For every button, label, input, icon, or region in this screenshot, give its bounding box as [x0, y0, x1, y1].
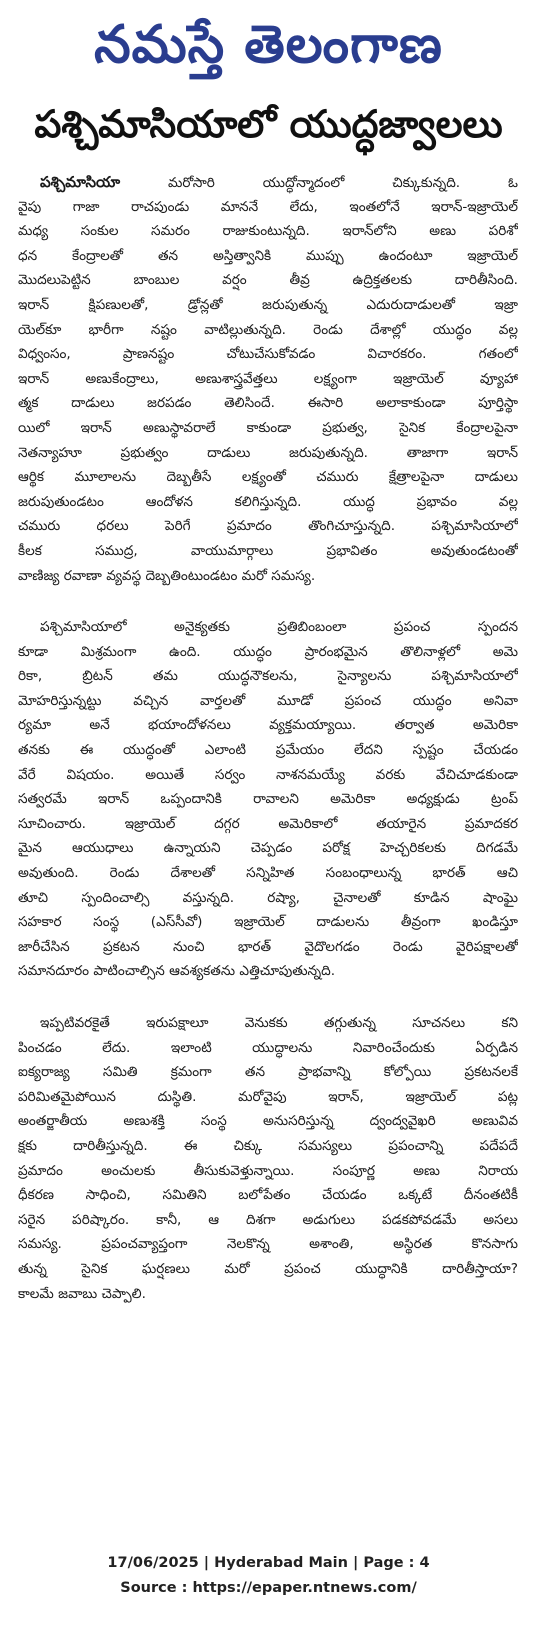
article-line: క్షకు దారితీస్తున్నది. ఈ చిక్కు సమస్యలు ప్రపంచాన్ని పదేపదే [18, 1137, 518, 1154]
article-line: ఇప్పటివరకైతే ఇరుపక్షాలూ వెనుకకు తగ్గుతున్న సూచనలు కని [40, 1015, 518, 1031]
newspaper-masthead [0, 0, 537, 90]
article-line: సహకార సంస్థ (ఎస్‌సీవో) ఇజ్రాయెల్‌ దాడులను తీవ్రంగా ఖండిస్తూ [18, 914, 518, 931]
masthead-logo-text: నమస్తే తెలంగాణ [94, 15, 443, 75]
article-line: కాలమే జవాబు చెప్పాలి. [18, 1285, 146, 1302]
article-line: తూచి స్పందించాల్సి వస్తున్నది. రష్యా, చైనాలతో కూడిన షాంఘై [18, 889, 518, 906]
footer-edition-info: 17/06/2025 | Hyderabad Main | Page : 4 [107, 1555, 430, 1571]
article-line: అంతర్జాతీయ అణుశక్తి సంస్థ అనుసరిస్తున్న ద్వంద్వవైఖరి అణువివ [18, 1113, 518, 1130]
article-line: పరిమితమైపోయిన దుస్థితి. మరోవైపు ఇరాన్‌, ఇజ్రాయెల్‌ పట్ల [18, 1088, 518, 1105]
article-line: ఇరాన్‌ క్షిపణులతో, డ్రోన్లతో జరుపుతున్న ఎదురుదాడులతో ఇజ్రా [18, 296, 518, 313]
article-line: తనకు ఈ యుద్ధంతో ఎలాంటి ప్రమేయం లేదని స్పష్టం చేయడం [18, 742, 518, 759]
article-line: కీలక సముద్ర, వాయుమార్గాలు ప్రభావితం అవుతుండటంతో [18, 542, 518, 559]
article-line: ధీకరణ సాధించి, సమితిని బలోపేతం చేయడం ఒక్కటే దీనంతటికీ [18, 1187, 518, 1204]
article-line: ఆర్థిక మూలాలను దెబ్బతీసే లక్ష్యంతో చమురు క్షేత్రాలపైనా దాడులు [18, 469, 518, 486]
article-lead-word: పశ్చిమాసియా [40, 173, 121, 191]
article-line: పించడం లేదు. ఇలాంటి యుద్ధాలను నివారించేందుకు ఏర్పడిన [18, 1039, 518, 1056]
article-line: చమురు ధరలు పెరిగే ప్రమాదం తొంగిచూస్తున్నది. పశ్చిమాసియాలో [18, 518, 518, 535]
article-paragraph [18, 615, 518, 984]
article-body [18, 170, 518, 1306]
article-line: మొదలుపెట్టిన బాంబుల వర్షం తీవ్ర ఉద్రిక్తతలకు దారితీసింది. [18, 272, 518, 289]
article-line: మైన ఆయుధాలు ఉన్నాయని చెప్పడం పరోక్ష హెచ్చరికలకు దిగడమే [18, 840, 518, 857]
article-paragraph [18, 1011, 518, 1306]
article-line: కూడా మిశ్రమంగా ఉంది. యుద్ధం ప్రారంభమైన తొలినాళ్లలో అమె [18, 643, 518, 660]
article-line: త్మక దాడులు జరపడం తెలిసిందే. ఈసారి అలాకాకుండా పూర్తిస్థా [18, 395, 518, 412]
article-line: యెల్‌కూ భారీగా నష్టం వాటిల్లుతున్నది. రెండు దేశాల్లో యుద్ధం వల్ల [18, 321, 518, 338]
paragraph-spacer [18, 984, 518, 1011]
article-line: వేరే విషయం. అయితే సర్వం నాశనమయ్యే వరకు వేచిచూడకుండా [18, 766, 518, 783]
article-line: ఇరాన్‌ అణుకేంద్రాలు, అణుశాస్త్రవేత్తలు లక్ష్యంగా ఇజ్రాయెల్‌ వ్యూహా [18, 370, 518, 387]
article-paragraph [18, 170, 518, 588]
article-line: మోహరిస్తున్నట్టు వచ్చిన వార్తలతో మూడో ప్రపంచ యుద్ధం అనివా [18, 692, 518, 709]
article-line: విధ్వంసం, ప్రాణనష్టం చోటుచేసుకోవడం విచారకరం. గతంలో [18, 346, 518, 363]
article-line: సత్వరమే ఇరాన్‌ ఒప్పందానికి రావాలని అమెరికా అధ్యక్షుడు ట్రంప్‌ [18, 791, 518, 808]
article-line: తున్న సైనిక ఘర్షణలు మరో ప్రపంచ యుద్ధానికి దారితీస్తాయా? [18, 1260, 518, 1277]
article-line: నెతన్యాహూ ప్రభుత్వం దాడులు జరుపుతున్నది. తాజాగా ఇరాన్‌ [18, 444, 518, 461]
article-line: సమస్య. ప్రపంచవ్యాప్తంగా నెలకొన్న అశాంతి, అస్థిరత కొనసాగు [18, 1236, 518, 1253]
paragraph-spacer [18, 588, 518, 615]
article-headline: పశ్చిమాసియాలో యుద్ధజ్వాలలు [34, 102, 503, 146]
article-line: అవుతుంది. రెండు దేశాలతో సన్నిహిత సంబంధాలున్న భారత్‌ ఆచి [18, 865, 518, 882]
article-line: వైపు గాజా రాచపుండు మాననే లేదు, ఇంతలోనే ఇరాన్‌-ఇజ్రాయెల్‌ [18, 198, 518, 215]
article-line: యిలో ఇరాన్‌ అణుస్థావరాలే కాకుండా ప్రభుత్వ, సైనిక కేంద్రాలపైనా [18, 419, 518, 436]
article-line: ఐక్యరాజ్య సమితి క్రమంగా తన ప్రాభవాన్ని కోల్పోయి ప్రకటనలకే [18, 1064, 518, 1081]
article-line: సూచించారు. ఇజ్రాయెల్‌ దగ్గర అమెరికాలో తయారైన ప్రమాదకర [18, 815, 518, 832]
article-line: ధన కేంద్రాలతో తన అస్తిత్వానికి ముప్పు ఉందంటూ ఇజ్రాయెల్‌ [18, 247, 518, 264]
article-line: ర్యమా అనే భయాందోళనలు వ్యక్తమయ్యాయి. తర్వాత అమెరికా [18, 717, 518, 734]
article-line: వాణిజ్య రవాణా వ్యవస్థ దెబ్బతింటుండటం మరో సమస్య. [18, 567, 316, 584]
article-line: పశ్చిమాసియాలో అనైక్యతకు ప్రతిబింబంలా ప్రపంచ స్పందన [40, 619, 518, 636]
article-line: సరైన పరిష్కారం. కానీ, ఆ దిశగా అడుగులు పడకపోవడమే అసలు [18, 1211, 518, 1228]
article-line: జరుపుతుండటం ఆందోళన కలిగిస్తున్నది. యుద్ధ ప్రభావం వల్ల [18, 493, 518, 510]
article-line: ప్రమాదం అంచులకు తీసుకువెళ్తున్నాయి. సంపూర్ణ అణు నిరాయ [18, 1162, 518, 1179]
article-line: పశ్చిమాసియా మరోసారి యుద్ధోన్మాదంలో చిక్కుకున్నది. ఓ [40, 173, 518, 191]
article-line: జారీచేసిన ప్రకటన నుంచి భారత్‌ వైదొలగడం రెండు వైరిపక్షాలతో [18, 938, 518, 955]
article-line: మధ్య సంకుల సమరం రాజుకుంటున్నది. ఇరాన్‌లోని అణు పరిశో [18, 223, 518, 240]
article-line: సమానదూరం పాటించాల్సిన ఆవశ్యకతను ఎత్తిచూపుతున్నది. [18, 963, 336, 980]
footer-source-link[interactable]: Source : https://epaper.ntnews.com/ [120, 1580, 417, 1596]
article-line: రికా, బ్రిటన్‌ తమ యుద్ధనౌకలను, సైన్యాలను పశ్చిమాసియాలో [18, 668, 518, 685]
